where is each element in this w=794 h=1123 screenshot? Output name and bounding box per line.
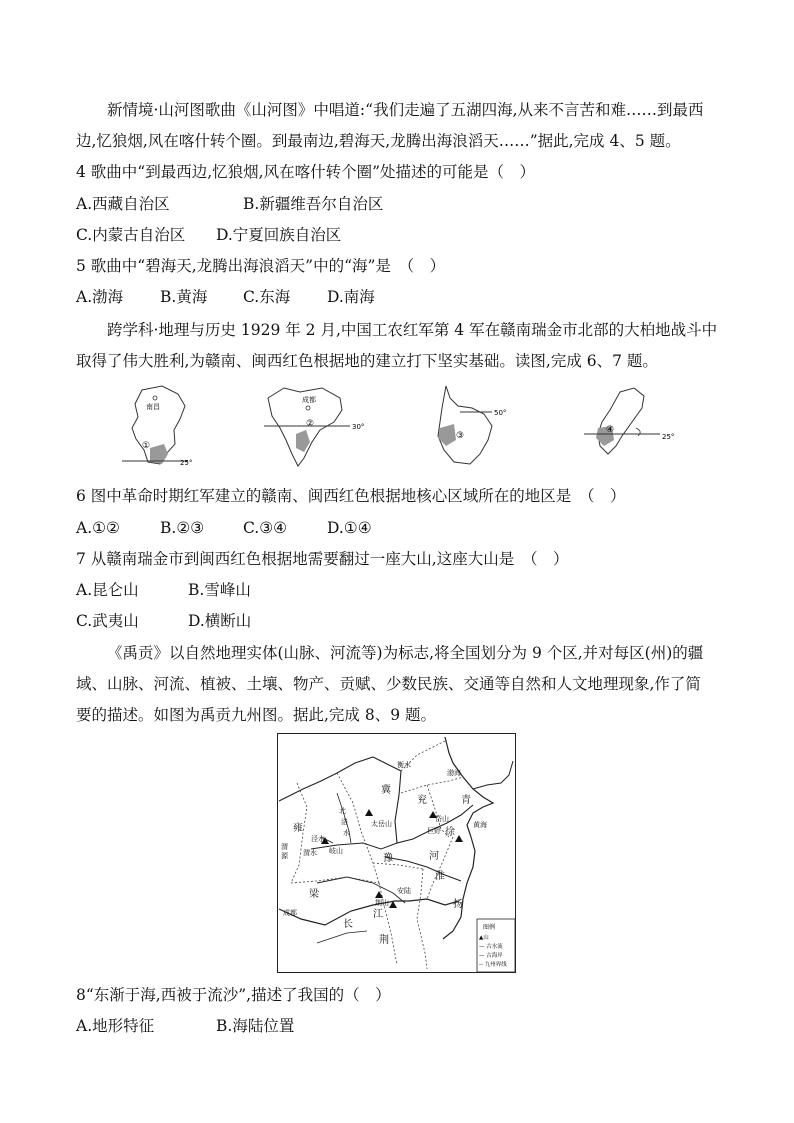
area-number: ① xyxy=(142,441,151,451)
option-a: A.①② xyxy=(76,519,120,537)
province-label: 兖 xyxy=(417,795,427,806)
map-label: 成都 xyxy=(283,909,297,917)
option-a: A.昆仑山 xyxy=(76,581,139,599)
option-b: B.②③ xyxy=(160,519,205,537)
province-label: 淮 xyxy=(435,871,445,882)
legend-item: -- 九州界线 xyxy=(479,962,507,968)
city-dot xyxy=(306,406,310,410)
map-label: 岱山 xyxy=(435,815,449,823)
map-label: 巨野 xyxy=(427,827,441,835)
map-label: 衡水 xyxy=(397,761,411,769)
option-a: A.地形特征 xyxy=(76,1017,155,1035)
question-stem: 6 图中革命时期红军建立的赣南、闽西红色根据地核心区域所在的地区是 （ ） xyxy=(76,487,626,505)
option-b: B.雪峰山 xyxy=(188,581,251,599)
province-map-1 xyxy=(120,384,200,469)
map-label: 渤海 xyxy=(447,769,461,777)
province-label: 青 xyxy=(461,795,471,806)
intro-line: 新情境·山河图歌曲《山河图》中唱道:“我们走遍了五湖四海,从来不言苦和难……到最西 xyxy=(107,101,704,119)
province-label: 雍 xyxy=(293,823,303,834)
city-label: 南昌 xyxy=(146,403,160,411)
province-label: 豫 xyxy=(383,853,393,864)
province-label: 江 xyxy=(373,909,383,920)
option-d: D.横断山 xyxy=(188,612,252,630)
map-label: 渭水 xyxy=(303,849,317,857)
latitude-label: 25° xyxy=(662,433,675,441)
area-number: ④ xyxy=(606,425,615,435)
province-label: 梁 xyxy=(309,889,319,900)
latitude-label: 50° xyxy=(494,409,507,417)
legend-item: — 古水流 xyxy=(479,944,503,950)
latitude-label: 25° xyxy=(180,459,193,467)
map-label: 源 xyxy=(281,852,288,860)
map-label: 太岳山 xyxy=(371,820,392,828)
area-number: ③ xyxy=(456,431,465,441)
map-legend xyxy=(477,919,515,972)
intro-line: 《禹贡》以自然地理实体(山脉、河流等)为标志,将全国划分为 9 个区,并对每区(州)的疆 xyxy=(107,644,704,662)
legend-item: — 古海岸 xyxy=(479,953,503,959)
intro-line: 跨学科·地理与历史 1929 年 2 月,中国工农红军第 4 军在赣南瑞金市北部的大柏地战斗中 xyxy=(107,321,718,339)
city-label: 成都 xyxy=(302,396,316,404)
yugong-nine-provinces-map xyxy=(277,733,516,973)
question-stem: 4 歌曲中“到最西边,忆狼烟,风在喀什转个圈”处描述的可能是（ ） xyxy=(76,163,535,181)
area-number: ② xyxy=(306,419,315,429)
option-c: C.武夷山 xyxy=(76,612,139,630)
option-b: B.海陆位置 xyxy=(216,1017,295,1035)
intro-line: 域、山脉、河流、植被、土壤、物产、贡赋、少数民族、交通等自然和人文地理现象,作了简 xyxy=(76,675,701,693)
map-label: 北 xyxy=(339,807,346,815)
map-label: 渭 xyxy=(281,843,288,851)
option-c: C.内蒙古自治区 xyxy=(76,226,186,244)
legend-item: ▲山 xyxy=(479,935,489,941)
intro-line: 要的描述。如图为禹贡九州图。据此,完成 8、9 题。 xyxy=(76,706,437,724)
map-label: 荆山 xyxy=(375,899,389,907)
option-c: C.东海 xyxy=(243,288,291,306)
option-d: D.宁夏回族自治区 xyxy=(216,226,342,244)
intro-line: 取得了伟大胜利,为赣南、闽西红色根据地的建立打下坚实基础。读图,完成 6、7 题。 xyxy=(76,352,658,370)
map-label: 黄海 xyxy=(473,821,487,829)
map-label: 泾水 xyxy=(311,835,325,843)
option-d: D.南海 xyxy=(327,288,375,306)
province-map-3 xyxy=(432,384,532,469)
option-a: A.西藏自治区 xyxy=(76,195,170,213)
option-d: D.①④ xyxy=(327,519,372,537)
option-b: B.新疆维吾尔自治区 xyxy=(243,195,384,213)
province-label: 荆 xyxy=(379,935,389,946)
city-dot xyxy=(153,396,157,400)
province-label: 徐 xyxy=(445,827,455,838)
map-label: 岐山 xyxy=(329,847,343,855)
latitude-label: 30° xyxy=(352,423,365,431)
province-map-2 xyxy=(262,384,372,469)
province-label: 冀 xyxy=(381,785,391,796)
question-stem: 5 歌曲中“碧海天,龙腾出海浪滔天”中的“海”是 （ ） xyxy=(76,257,446,275)
question-stem: 7 从赣南瑞金市到闽西红色根据地需要翻过一座大山,这座大山是 （ ） xyxy=(76,550,569,568)
map-label: 洛 xyxy=(341,818,348,826)
province-label: 长 xyxy=(343,919,353,930)
province-label: 扬 xyxy=(453,899,463,910)
province-map-4 xyxy=(582,384,682,469)
option-a: A.渤海 xyxy=(76,288,124,306)
option-b: B.黄海 xyxy=(160,288,208,306)
map-label: 安陆 xyxy=(397,887,411,895)
province-label: 河 xyxy=(429,851,439,862)
question-stem: 8“东渐于海,西被于流沙”,描述了我国的（ ） xyxy=(76,986,391,1004)
option-c: C.③④ xyxy=(243,519,288,537)
map-label: 水 xyxy=(343,829,350,837)
legend-title: 图例 xyxy=(483,924,496,931)
intro-line: 边,忆狼烟,风在喀什转个圈。到最南边,碧海天,龙腾出海浪滔天……”据此,完成 4、5 题。 xyxy=(76,132,681,150)
